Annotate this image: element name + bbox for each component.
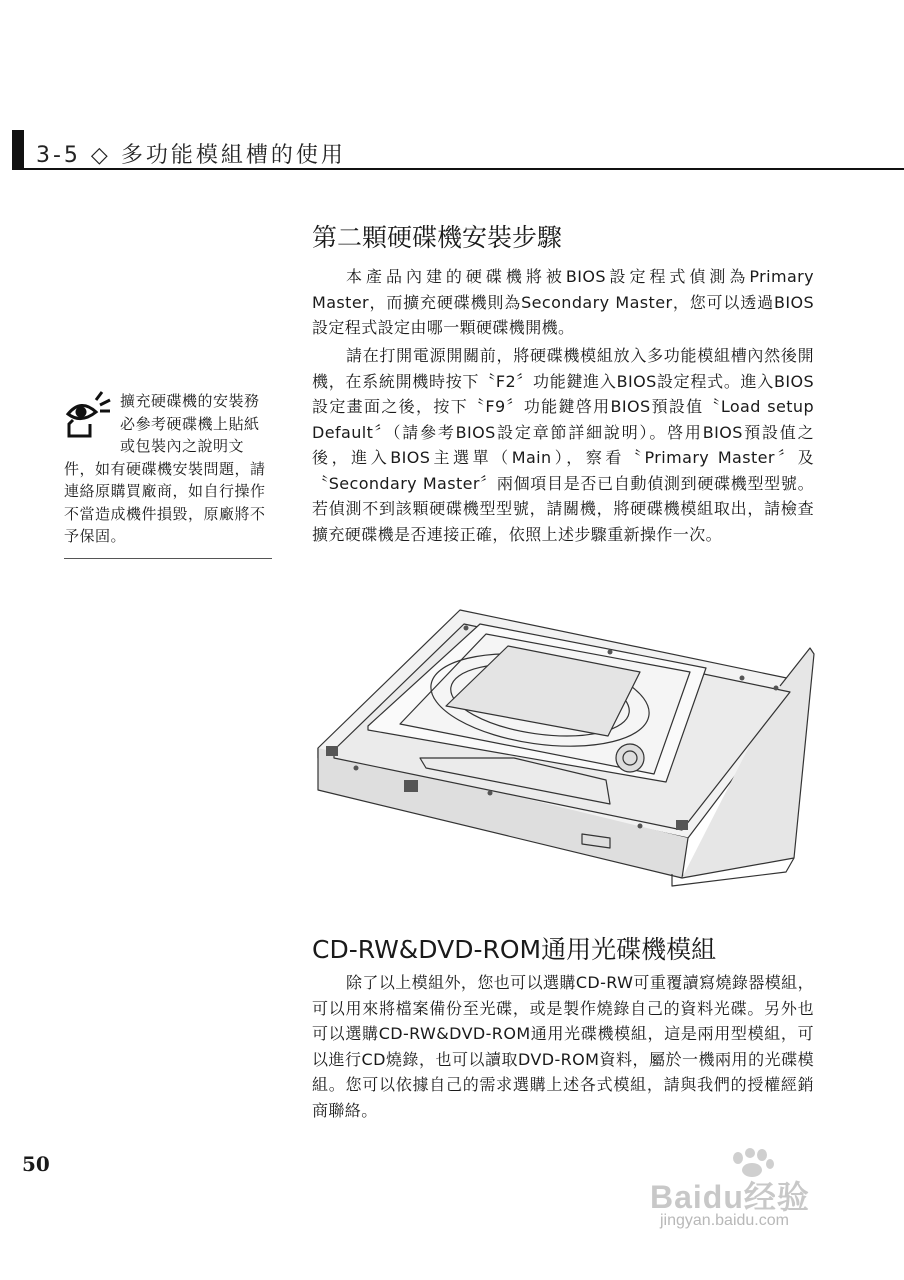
page-number: 50 [22, 1152, 50, 1176]
paragraph-hdd-intro: 本產品內建的硬碟機將被BIOS設定程式偵測為Primary Master，而擴充硬碟機則為Secondary Master，您可以透過BIOS設定程式設定由哪一顆硬碟機開機。 [312, 267, 814, 337]
section-title-optical-module: CD-RW&DVD-ROM通用光碟機模組 [312, 935, 717, 964]
watermark-logo-text: Baidu经验 [650, 1179, 810, 1215]
paragraph-optical-module: 除了以上模組外，您也可以選購CD-RW可重覆讀寫燒錄器模組，可以用來將檔案備份至光碟，或是製作燒錄自己的資料光碟。另外也可以選購CD-RW&DVD-ROM通用光碟機模組，這是兩用型模組，可以進行CD燒錄，也可以讀取DVD-ROM資料，屬於一機兩用的光碟模組。您可以依據自己的需求選購上述各式模組，請與我們的授權經銷商聯絡。 [312, 973, 814, 1120]
side-note-rule [64, 558, 272, 559]
paragraph-hdd-steps: 請在打開電源開關前，將硬碟機模組放入多功能模組槽內然後開機，在系統開機時按下〝F2〞功能鍵進入BIOS設定程式。進入BIOS設定畫面之後，按下〝F9〞功能鍵啓用BIOS預設值〝Load setup Default〞（請參考BIOS設定章節詳細說明）。啓用BIOS預設值之後，進入BIOS主選單（Main），察看〝Primary Master〞及〝Secondary Master〞兩個項目是否已自動偵測到硬碟機型型號。若偵測不到該顆硬碟機型型號，請關機，將硬碟機模組取出，請檢查擴充硬碟機是否連接正確，依照上述步驟重新操作一次。 [312, 346, 814, 544]
eye-notice-icon [64, 390, 118, 440]
page-header-title: 3-5 ◇ 多功能模組槽的使用 [36, 143, 346, 168]
hdd-module-illustration [310, 608, 820, 888]
section-title-second-hdd: 第二顆硬碟機安裝步驟 [312, 223, 563, 252]
header-bar [12, 130, 24, 170]
side-note-text: 擴充硬碟機的安裝務必參考硬碟機上貼紙或包裝內之說明文件，如有硬碟機安裝問題，請連絡原購買廠商，如自行操作不當造成機件損毀，原廠將不予保固。 [64, 392, 266, 545]
side-note [64, 390, 272, 548]
watermark-url: jingyan.baidu.com [660, 1212, 789, 1229]
header-rule [12, 168, 904, 170]
